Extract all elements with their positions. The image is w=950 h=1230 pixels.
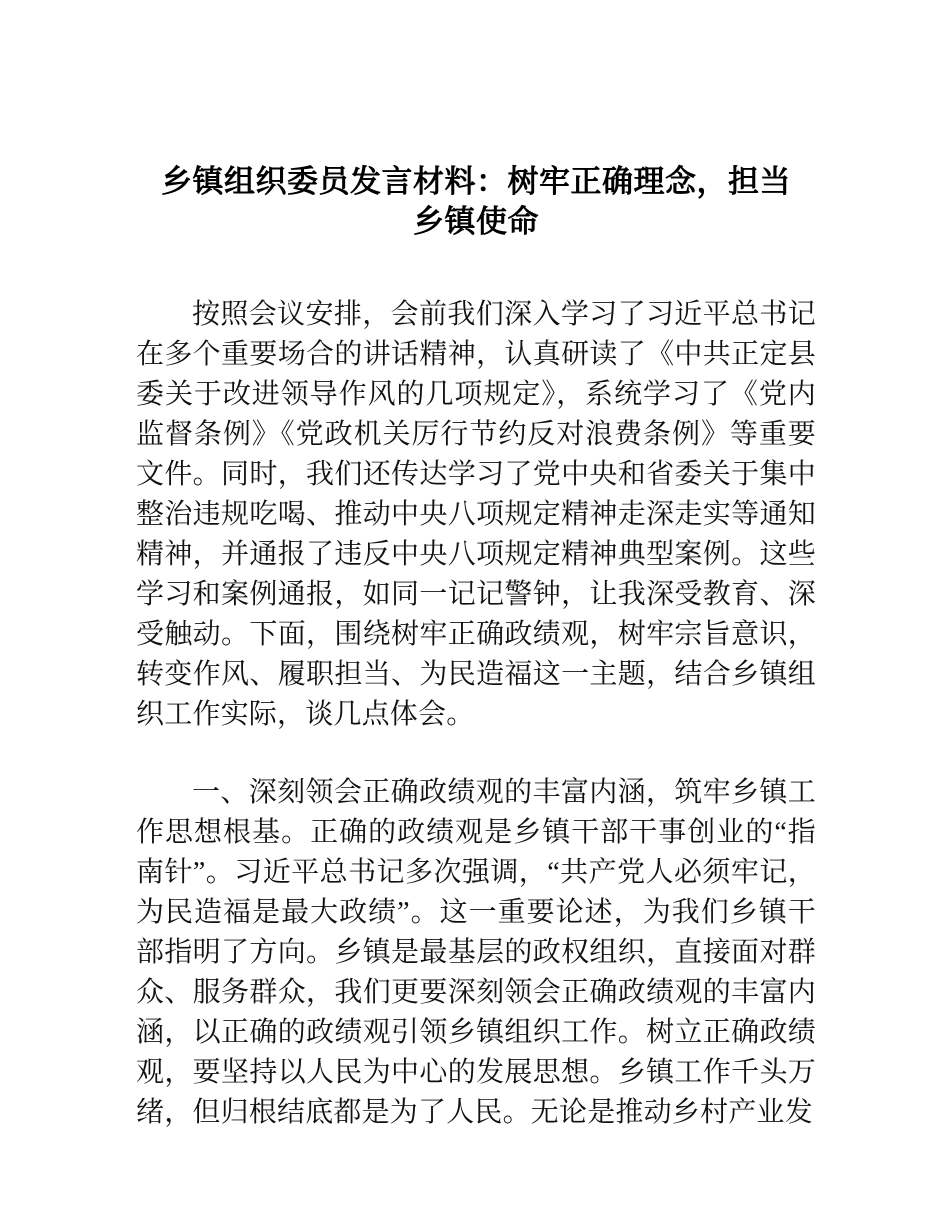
document-title-line-2: 乡镇使命 [413, 204, 539, 239]
document-text-column [136, 0, 816, 1133]
document-title [136, 0, 816, 242]
body-paragraph-2: 一、深刻领会正确政绩观的丰富内涵，筑牢乡镇工作思想根基。正确的政绩观是乡镇干部干事创业的“指南针”。习近平总书记多次强调，“共产党人必须牢记，为民造福是最大政绩”。这一重要论述，为我们乡镇干部指明了方向。乡镇是最基层的政权组织，直接面对群众、服务群众，我们更要深刻领会正确政绩观的丰富内涵，以正确的政绩观引领乡镇组织工作。树立正确政绩观，要坚持以人民为中心的发展思想。乡镇工作千头万绪，但归根结底都是为了人民。无论是推动乡村产业发 [136, 777, 816, 1128]
body-paragraph-1: 按照会议安排，会前我们深入学习了习近平总书记在多个重要场合的讲话精神，认真研读了《中共正定县委关于改进领导作风的几项规定》，系统学习了《党内监督条例》《党政机关厉行节约反对浪费条例》等重要文件。同时，我们还传达学习了党中央和省委关于集中整治违规吃喝、推动中央八项规定精神走深走实等通知精神，并通报了违反中央八项规定精神典型案例。这些学习和案例通报，如同一记记警钟，让我深受教育、深受触动。下面，围绕树牢正确政绩观，树牢宗旨意识，转变作风、履职担当、为民造福这一主题，结合乡镇组织工作实际，谈几点体会。 [136, 299, 816, 730]
document-title-line-1: 乡镇组织委员发言材料：树牢正确理念，担当 [161, 164, 791, 199]
title-body-spacer [136, 242, 816, 295]
